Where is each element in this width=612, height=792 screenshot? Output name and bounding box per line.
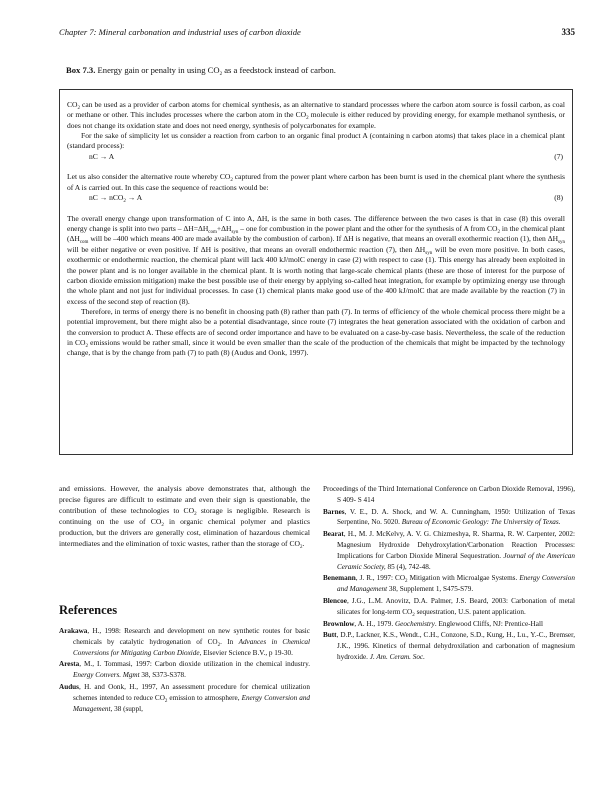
box-paragraph-1: $CO_2$ can be used as a provider of carbon atoms for chemical synthesis, as an alternative to standard processes where the carbon atom source is fossil carbon, as coal or methane or other. This includes processes where the carbon atom in the $CO_2$ molecule is either reduced by providing energy, for example methanol synthesis, or does not change its oxidation state and does not need energy, synthesis of polycarbonates for example. [67,100,565,130]
reference-entry: Brownlow, A. H., 1979. Geochemistry. Englewood Cliffs, NJ: Prentice-Hall [323,619,543,628]
box-paragraph-4: The overall energy change upon transformation of C into A, ΔH, is the same in both cases. The difference between the two cases is that in case (8) this overall energy change is split into two parts – $\Delta H=\Delta H_{com}+\Delta H_{syn}$ – one for combustion in the power plant and the other for the synthesis of A from $CO_2$ in the chemical plant ($\Delta H_{com}$ will be –400 which means 400 are made available by the combustion of carbon). If ΔH is negative, that means an overall exothermic reaction (1), then $\Delta H_{syn}$ will be either negative or even positive. If ΔH is positive, that means an overall endothermic reaction (7), then $\Delta H_{syn}$ will be even more positive. In both cases, exothermic or endothermic reaction, the chemical plant will lack 400 kJ/molC energy in case (2) with respect to case (1). This energy has already been exploited in the power plant and is no longer available in the chemical plant. It is worth noting that large-scale chemical plants (these are those of interest for the purpose of carbon dioxide emission mitigation) make the best possible use of their energy by applying so-called heat integration, for example by optimizing energy use through the whole plant and not just for individual processes. In case (1) chemical plants make good use of the 400 kJ/molC that are made available by the reaction (7) in excess of the second step of reaction (8). [67,213,565,306]
box-caption [66,65,336,75]
equation-8-number: (8) [554,193,563,203]
text-box [59,89,573,455]
page-number: 335 [561,27,575,37]
reference-source: Energy Conversion and Management [337,574,575,594]
reference-author: Aresta [59,660,80,669]
reference-author: Audus [59,682,79,691]
box-title: Energy gain or penalty in using $CO_2$ as a feedstock instead of carbon. [97,65,336,77]
reference-entry: Aresta, M., I. Tommasi, 1997: Carbon dioxide utilization in the chemical industry. Energy Convers. Mgmt 38, S373-S378. [59,660,310,680]
reference-author: Barnes [323,507,345,516]
reference-source: Bureau of Economic Geology: The University of Texas. [401,518,561,527]
equation-7-expr: nC → A [89,151,115,161]
reference-author: Arakawa [59,627,88,635]
reference-source: Energy Convers. Mgmt [73,671,140,680]
reference-author: Butt [323,631,337,640]
reference-author: Blencoe [323,596,347,605]
running-header [59,27,575,39]
reference-entry: Benemann, J. R., 1997: $CO_2$ Mitigation with Microalgae Systems. Energy Conversion and Management 38, Supplement 1, S475-S79. [323,574,575,594]
reference-author: Benemann [323,574,356,583]
reference-source: Geochemistry [394,619,435,628]
reference-source: J. Am. Ceram. Soc. [369,652,425,661]
reference-author: Bearat [323,530,344,539]
equation-8 [67,193,565,203]
left-column-text [59,484,310,549]
reference-entry: Bearat, H., M. J. McKelvy, A. V. G. Chizmeshya, R. Sharma, R. W. Carpenter, 2002: Magnesium Hydroxide Dehydroxylation/Carbonation Reaction Processes: Implications for Carbon Dioxide Mineral Sequestration. Journal of the American Ceramic Society, 85 (4), 742-48. [323,530,575,571]
box-label: Box 7.3. [66,65,96,75]
reference-entry: Audus, H. and Oonk, H., 1997, An assessment procedure for chemical utilization schemes intended to reduce $CO_2$ emission to atmosphere, Energy Conversion and Management, 38 (suppl, [59,682,311,713]
reference-entry: Proceedings of the Third International Conference on Carbon Dioxide Removal, 1996), S 409- S 414 [323,485,575,504]
reference-source: Energy Conversion and Management [73,693,311,713]
chapter-title: Chapter 7: Mineral carbonation and industrial uses of carbon dioxide [59,27,301,37]
reference-source: Journal of the American Ceramic Society, [337,551,575,571]
reference-source: Advances in Chemical Conversions for Mitigating Carbon Dioxide [73,637,310,657]
equation-8-expr: nC → nCO$_2$ → A [89,193,143,205]
reference-entry: Arakawa, H., 1998: Research and development on new synthetic routes for basic chemicals by catalytic hydrogenation of $CO_2$. In Advances in Chemical Conversions for Mitigating Carbon Dioxide, Elsevier Science B.V., p 19-30. [59,627,310,657]
reference-entry: Butt, D.P., Lackner, K.S., Wendt., C.H., Conzone, S.D., Kung, H., Lu., Y.-C., Bremser, J.K., 1996. Kinetics of thermal dehydroxilation and carbonation of magnesium hydroxide. J. Am. Ceram. Soc. [323,631,575,661]
reference-author: Brownlow [323,619,355,628]
references-right-column [323,484,575,664]
references-heading: References [59,603,118,617]
references-left-column [59,626,310,715]
equation-7 [67,152,565,162]
box-paragraph-5: Therefore, in terms of energy there is no benefit in choosing path (8) rather than path (7). In terms of efficiency of the whole chemical process there might be a potential improvement, but there might also be a potential disadvantage, since route (7) integrates the heat generation associated with the oxidation of carbon and the conversion to product A. These effects are of second order importance and have to be evaluated on a case-by-case basis. Nevertheless, the scale of the reduction in $CO_2$ emissions would be rather small, since it would be even smaller than the scale of the production of the chemicals that might be impacted by the technology change, that is by the change from path (7) to path (8) (Audus and Oonk, 1997). [67,306,566,358]
box-paragraph-3: Let us also consider the alternative route whereby $CO_2$ captured from the power plant where carbon has been burnt is used in the chemical plant where the synthesis of A is carried out. In this case the sequence of reactions would be: [67,172,565,192]
equation-7-number: (7) [554,151,563,161]
box-paragraph-2: For the sake of simplicity let us consider a reaction from carbon to an organic final product A (containing n carbon atoms) that takes place in a chemical plant (standard process): [67,131,565,151]
reference-entry: Blencoe, J.G., L.M. Anovitz, D.A. Palmer, J.S. Beard, 2003: Carbonation of metal silicates for long-term $CO_2$ sequestration, U.S. patent application. [323,596,575,618]
reference-entry: Barnes, V. E., D. A. Shock, and W. A. Cunningham, 1950: Utilization of Texas Serpentine, No. 5020. Bureau of Economic Geology: The University of Texas. [323,507,575,527]
body-paragraph: and emissions. However, the analysis above demonstrates that, although the precise figures are difficult to estimate and even their sign is questionable, the contribution of these technologies to $CO_2$ storage is negligible. Research is continuing on the use of $CO_2$ in organic chemical polymer and plastics production, but the drivers are generally cost, elimination of hazardous chemical intermediates and the elimination of toxic wastes, rather than the storage of $CO_2$. [59,484,310,550]
